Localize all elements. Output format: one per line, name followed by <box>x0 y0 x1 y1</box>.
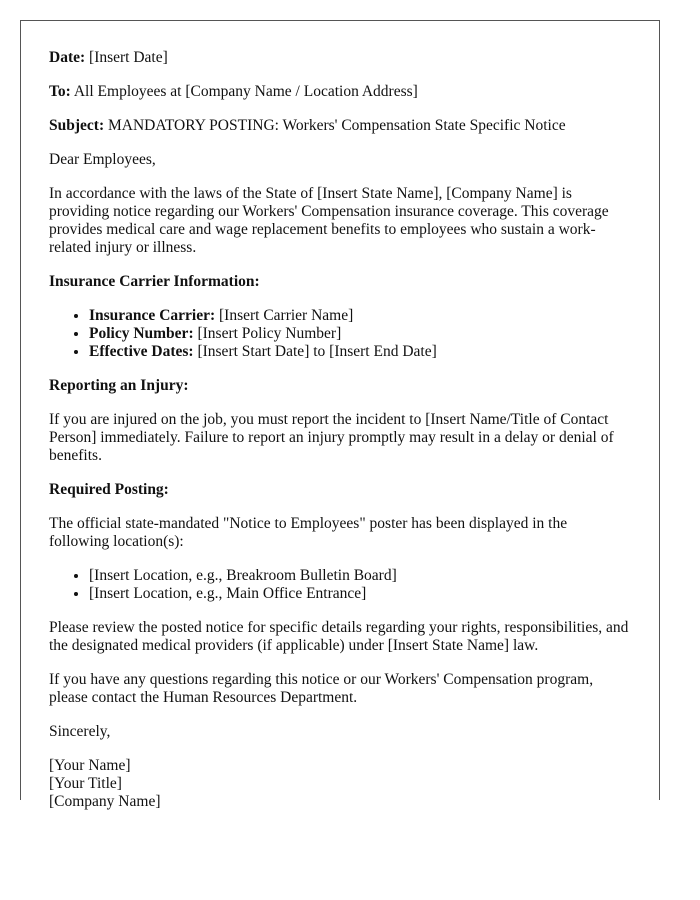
policy-item-label: Policy Number: <box>89 325 194 342</box>
questions-paragraph: If you have any questions regarding this notice or our Workers' Compensation program, please contact the Human Resources Department. <box>49 671 594 706</box>
date-label: Date: <box>49 49 86 66</box>
salutation: Dear Employees, <box>49 151 156 168</box>
to-label: To: <box>49 83 71 100</box>
location-item: • [Insert Location, e.g., Breakroom Bulletin Board] <box>89 567 631 585</box>
subject-line <box>49 117 631 135</box>
carrier-list <box>49 307 631 361</box>
carrier-item <box>89 307 631 325</box>
posting-paragraph: The official state-mandated "Notice to Employees" poster has been displayed in the following location(s): <box>49 515 568 550</box>
carrier-item-value: [Insert Carrier Name] <box>219 307 354 324</box>
dates-item <box>89 343 631 361</box>
location-item: • [Insert Location, e.g., Main Office Entrance] <box>89 585 631 603</box>
signature-company: [Company Name] <box>49 793 161 810</box>
policy-item-value: [Insert Policy Number] <box>197 325 342 342</box>
review-paragraph: Please review the posted notice for specific details regarding your rights, responsibilities, and the designated medical providers (if applicable) under [Insert State Name] law. <box>49 619 629 654</box>
dates-item-value: [Insert Start Date] to [Insert End Date] <box>197 343 437 360</box>
letter-page <box>20 20 660 810</box>
carrier-heading: Insurance Carrier Information: <box>49 273 260 290</box>
signature-name: [Your Name] <box>49 757 131 774</box>
date-line <box>49 49 631 67</box>
posting-heading: Required Posting: <box>49 481 169 498</box>
signature-title: [Your Title] <box>49 775 122 792</box>
reporting-paragraph: If you are injured on the job, you must report the incident to [Insert Name/Title of Contact Person] immediately. Failure to report an injury promptly may result in a delay or denial of benefits. <box>49 411 614 464</box>
carrier-item-label: Insurance Carrier: <box>89 307 216 324</box>
date-value: [Insert Date] <box>89 49 168 66</box>
subject-label: Subject: <box>49 117 105 134</box>
intro-paragraph: In accordance with the laws of the State of [Insert State Name], [Company Name] is providing notice regarding our Workers' Compensation insurance coverage. This coverage provides medical care and wage replacement benefits to employees who sustain a work-related injury or illness. <box>49 185 609 256</box>
policy-item <box>89 325 631 343</box>
to-value: All Employees at [Company Name / Location Address] <box>73 83 418 100</box>
dates-item-label: Effective Dates: <box>89 343 194 360</box>
subject-value: MANDATORY POSTING: Workers' Compensation State Specific Notice <box>107 117 566 134</box>
closing: Sincerely, <box>49 723 111 740</box>
location-list <box>49 567 631 603</box>
to-line <box>49 83 631 101</box>
signature-block <box>49 757 631 811</box>
reporting-heading: Reporting an Injury: <box>49 377 189 394</box>
